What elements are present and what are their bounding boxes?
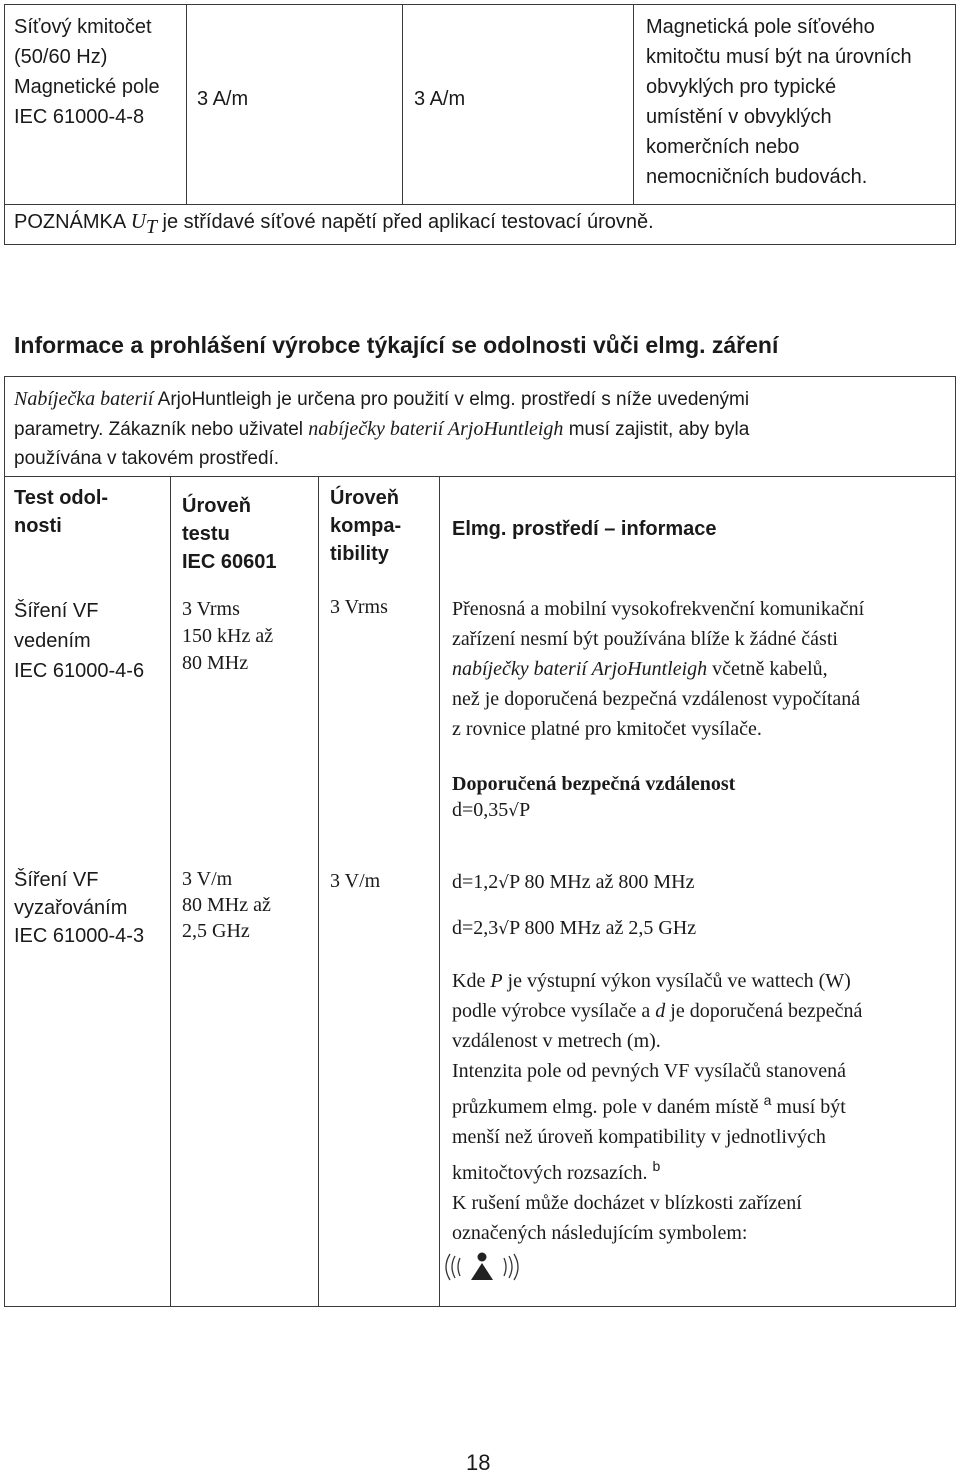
magnetic-field-test-cell: Síťový kmitočet (50/60 Hz) Magnetické pole IEC 61000-4-8: [14, 16, 160, 128]
top-table-mid-border: [4, 204, 956, 205]
row1-info: Přenosná a mobilní vysokofrekvenční komunikační zařízení nesmí být používána blíže k žádné části nabíječky baterií ArjoHuntleigh včetně kabelů, než je doporučená bezpečná vzdálenost vypočítaná z rovnice platné pro kmitočet vysílače.: [452, 598, 865, 740]
header-environment-info: Elmg. prostředí – informace: [452, 518, 717, 540]
formula-80-800: d=1,2√P 80 MHz až 800 MHz: [452, 871, 695, 893]
top-table-top-border: [4, 4, 956, 5]
main-table-divider-1: [170, 476, 171, 1306]
main-table-left-border: [4, 376, 5, 1306]
row2-explanation: Kde P je výstupní výkon vysílačů ve wattech (W) podle výrobce vysílače a d je doporučená bezpečná vzdálenost v metrech (m). Intenzita pole od pevných VF vysílačů stanovená průzkumem elmg. pole v daném místě $^a$ musí být menší než úroveň kompatibility v jednotlivých kmitočtových rozsazích. $^b$ K rušení může docházet v blízkosti zařízení označených následujícím symbolem:: [452, 970, 863, 1244]
main-table-header-top: [4, 476, 956, 477]
intro-paragraph: Nabíječka baterií ArjoHuntleigh je určena pro použití v elmg. prostředí s níže uvedenými parametry. Zákazník nebo uživatel nabíječky baterií ArjoHuntleigh musí zajistit, aby byla používána v takovém prostředí.: [14, 388, 750, 469]
recommended-distance: Doporučená bezpečná vzdálenost d=0,35√P: [452, 773, 736, 821]
row1-test-level: 3 Vrms 150 kHz až 80 MHz: [182, 598, 274, 674]
main-table-divider-3: [439, 476, 440, 1306]
top-table-bottom-border: [4, 244, 956, 245]
row2-test-level: 3 V/m 80 MHz až 2,5 GHz: [182, 868, 271, 942]
top-table-divider-2: [402, 4, 403, 204]
square-root-symbol: √: [508, 801, 520, 821]
section-title: Informace a prohlášení výrobce týkající se odolnosti vůči elmg. záření: [14, 332, 779, 358]
magnetic-compliance-level: 3 A/m: [414, 88, 466, 110]
header-compliance-level: Úroveň kompa- tibility: [330, 487, 402, 565]
top-table-divider-1: [186, 4, 187, 204]
row2-test: Šíření VF vyzařováním IEC 61000-4-3: [14, 869, 145, 947]
header-test-level: Úroveň testu IEC 60601: [182, 495, 277, 573]
row1-test: Šíření VF vedením IEC 61000-4-6: [14, 600, 145, 682]
main-table-top-border: [4, 376, 956, 377]
row2-compliance: 3 V/m: [330, 870, 381, 892]
main-table-divider-2: [318, 476, 319, 1306]
row1-compliance: 3 Vrms: [330, 596, 388, 618]
main-table-right-border: [955, 376, 956, 1306]
top-table-left-border: [4, 4, 5, 244]
top-table-divider-3: [633, 4, 634, 204]
magnetic-environment-info: Magnetická pole síťového kmitočtu musí být na úrovních obvyklých pro typické umístění v obvyklých komerčních nebo nemocničních budovách.: [646, 16, 912, 188]
formula-800-2500: d=2,3√P 800 MHz až 2,5 GHz: [452, 917, 697, 939]
note-ut: POZNÁMKA $U_T$ je střídavé síťové napětí před aplikací testovací úrovně.: [14, 209, 654, 238]
page-number: 18: [466, 1450, 491, 1475]
main-table-bottom-border: [4, 1306, 956, 1307]
top-table-right-border: [955, 4, 956, 244]
non-ionizing-radiation-icon: [444, 1250, 520, 1284]
magnetic-test-level: 3 A/m: [197, 88, 249, 110]
square-root-symbol: √: [498, 919, 510, 939]
header-test: Test odol- nosti: [14, 487, 109, 537]
square-root-symbol: √: [498, 873, 510, 893]
